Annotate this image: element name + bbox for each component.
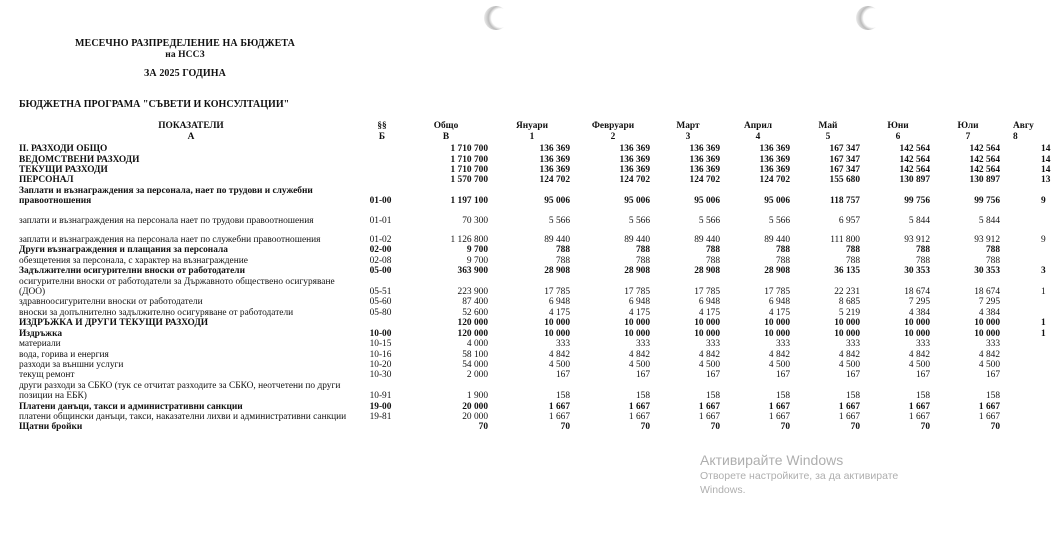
month-value: 167 347 bbox=[829, 154, 860, 165]
row-total: 9 700 bbox=[466, 245, 488, 256]
month-value: 10 000 bbox=[694, 328, 720, 339]
month-value: 17 785 bbox=[544, 287, 570, 298]
month-value: 136 369 bbox=[759, 144, 790, 155]
row-label: Платени данъци, такси и административни санкции bbox=[19, 401, 243, 412]
month-value: 136 369 bbox=[689, 154, 720, 165]
month-value: 1 667 bbox=[768, 401, 790, 412]
table-row bbox=[19, 256, 1059, 266]
table-row bbox=[19, 318, 1059, 328]
month-value: 10 000 bbox=[974, 328, 1000, 339]
month-value: 4 500 bbox=[978, 359, 1000, 370]
header-total: Общо В bbox=[433, 121, 459, 142]
header-code: §§ Б bbox=[377, 121, 387, 142]
row-code: 10-16 bbox=[369, 349, 392, 360]
table-row bbox=[19, 297, 1059, 307]
row-label: вноски за допълнително задължително осигуряване от работодатели bbox=[19, 307, 294, 318]
row-label: Издръжка bbox=[19, 328, 63, 339]
row-total: 120 000 bbox=[457, 318, 488, 329]
row-label: ПЕРСОНАЛ bbox=[19, 175, 74, 186]
month-value: 4 500 bbox=[698, 359, 720, 370]
row-code: 05-51 bbox=[369, 287, 392, 298]
month-value bbox=[1003, 256, 1059, 266]
row-code: 10-00 bbox=[369, 328, 392, 339]
month-value: 788 bbox=[985, 255, 1000, 266]
month-value: 155 680 bbox=[829, 175, 860, 186]
month-value: 3 bbox=[1041, 266, 1046, 277]
table-row bbox=[19, 308, 1059, 318]
month-value: 10 000 bbox=[974, 318, 1000, 329]
month-value: 158 bbox=[635, 391, 650, 402]
row-total: 2 000 bbox=[466, 370, 488, 381]
month-value: 118 757 bbox=[830, 196, 860, 207]
row-total: 20 000 bbox=[462, 401, 488, 412]
month-value: 4 500 bbox=[548, 359, 570, 370]
month-value: 99 756 bbox=[904, 196, 930, 207]
month-value: 788 bbox=[775, 255, 790, 266]
month-value: 70 bbox=[640, 422, 650, 433]
month-value: 1 bbox=[1041, 318, 1046, 329]
row-code: 19-00 bbox=[369, 401, 392, 412]
row-total: 363 900 bbox=[457, 266, 488, 277]
month-value: 30 353 bbox=[904, 266, 930, 277]
month-value: 7 295 bbox=[978, 297, 1000, 308]
month-value: 4 175 bbox=[628, 307, 650, 318]
document-subtitle: на НССЗ bbox=[165, 50, 205, 60]
row-total: 1 710 700 bbox=[450, 165, 488, 175]
month-value: 1 667 bbox=[548, 401, 570, 412]
table-row bbox=[19, 350, 1059, 360]
budget-program-title: БЮДЖЕТНА ПРОГРАМА "СЪВЕТИ И КОНСУЛТАЦИИ" bbox=[19, 99, 290, 110]
month-value: 5 844 bbox=[908, 215, 930, 226]
month-value: 167 347 bbox=[829, 165, 860, 175]
row-total: 1 710 700 bbox=[450, 144, 488, 155]
month-value: 142 564 bbox=[899, 144, 930, 155]
row-code: 01-00 bbox=[369, 196, 392, 207]
month-value: 136 369 bbox=[759, 154, 790, 165]
document-title: МЕСЕЧНО РАЗПРЕДЕЛЕНИЕ НА БЮДЖЕТА bbox=[75, 38, 295, 49]
table-row bbox=[19, 155, 1059, 165]
month-value: 788 bbox=[915, 255, 930, 266]
month-value: 158 bbox=[985, 391, 1000, 402]
month-value: 136 369 bbox=[689, 165, 720, 175]
month-value: 1 667 bbox=[628, 401, 650, 412]
month-value: 333 bbox=[775, 339, 790, 350]
month-value: 6 957 bbox=[838, 215, 860, 226]
row-label: вода, горива и енергия bbox=[19, 349, 109, 360]
month-value: 333 bbox=[845, 339, 860, 350]
month-value: 4 842 bbox=[628, 349, 650, 360]
row-label: заплати и възнаграждения на персонала нает по трудови правоотношения bbox=[19, 215, 314, 226]
month-value: 9 bbox=[1041, 196, 1046, 207]
table-row bbox=[19, 277, 1059, 298]
month-value: 4 842 bbox=[548, 349, 570, 360]
row-total: 70 300 bbox=[462, 215, 488, 226]
month-value: 111 800 bbox=[830, 235, 860, 246]
month-value: 70 bbox=[710, 422, 720, 433]
month-value: 788 bbox=[705, 255, 720, 266]
month-value: 788 bbox=[845, 255, 860, 266]
month-value: 89 440 bbox=[624, 235, 650, 246]
table-row bbox=[19, 339, 1059, 349]
month-value: 142 564 bbox=[899, 165, 930, 175]
row-label: Щатни бройки bbox=[19, 422, 83, 433]
month-value: 136 369 bbox=[539, 154, 570, 165]
month-value: 167 bbox=[985, 370, 1000, 381]
budget-table bbox=[19, 121, 1059, 433]
month-value: 10 000 bbox=[544, 318, 570, 329]
month-value: 89 440 bbox=[764, 235, 790, 246]
month-value: 6 948 bbox=[628, 297, 650, 308]
month-value: 130 897 bbox=[899, 175, 930, 186]
month-value: 788 bbox=[635, 255, 650, 266]
row-code: 01-01 bbox=[369, 215, 392, 226]
header-month: Авгу 8 bbox=[1013, 121, 1034, 142]
month-value: 167 bbox=[775, 370, 790, 381]
month-value: 10 000 bbox=[764, 318, 790, 329]
row-code: 05-80 bbox=[369, 307, 392, 318]
month-value: 4 842 bbox=[838, 349, 860, 360]
row-label: II. РАЗХОДИ ОБЩО bbox=[19, 144, 108, 155]
month-value: 10 000 bbox=[624, 328, 650, 339]
table-row bbox=[19, 329, 1059, 339]
row-label: разходи за външни услуги bbox=[19, 359, 124, 370]
month-value: 5 566 bbox=[768, 215, 790, 226]
month-value: 1 667 bbox=[548, 411, 570, 422]
month-value bbox=[1003, 350, 1059, 360]
row-label: Други възнаграждения и плащания за персонала bbox=[19, 245, 228, 256]
month-value: 136 369 bbox=[759, 165, 790, 175]
month-value: 95 006 bbox=[694, 196, 720, 207]
month-value: 7 295 bbox=[908, 297, 930, 308]
row-code bbox=[363, 318, 401, 328]
row-label: материали bbox=[19, 339, 61, 350]
month-value: 89 440 bbox=[694, 235, 720, 246]
month-value: 28 908 bbox=[764, 266, 790, 277]
header-month: Юли 7 bbox=[957, 121, 979, 142]
month-value: 4 500 bbox=[908, 359, 930, 370]
month-value bbox=[1003, 207, 1059, 226]
table-row bbox=[19, 144, 1059, 154]
month-value: 4 842 bbox=[768, 349, 790, 360]
month-value: 788 bbox=[985, 245, 1000, 256]
month-value: 14 bbox=[1041, 154, 1051, 165]
month-value: 1 bbox=[1041, 328, 1046, 339]
table-row bbox=[19, 165, 1059, 175]
row-code: 02-08 bbox=[369, 255, 392, 266]
month-value: 5 566 bbox=[628, 215, 650, 226]
month-value: 788 bbox=[775, 245, 790, 256]
month-value: 158 bbox=[845, 391, 860, 402]
month-value: 1 667 bbox=[838, 411, 860, 422]
row-code: 10-30 bbox=[369, 370, 392, 381]
month-value: 167 bbox=[705, 370, 720, 381]
month-value: 142 564 bbox=[969, 144, 1000, 155]
header-month: Февруари 2 bbox=[591, 121, 635, 142]
header-month: Януари 1 bbox=[515, 121, 549, 142]
row-code: 02-00 bbox=[369, 245, 392, 256]
month-value: 10 000 bbox=[834, 328, 860, 339]
month-value: 5 844 bbox=[978, 215, 1000, 226]
header-indicators: ПОКАЗАТЕЛИ А bbox=[158, 121, 224, 142]
month-value: 4 842 bbox=[978, 349, 1000, 360]
row-code bbox=[363, 422, 401, 432]
row-total: 1 570 700 bbox=[450, 175, 488, 186]
header-month: Май 5 bbox=[818, 121, 838, 142]
month-value: 17 785 bbox=[694, 287, 720, 298]
month-value: 28 908 bbox=[694, 266, 720, 277]
row-code bbox=[363, 165, 401, 175]
month-value: 14 bbox=[1041, 144, 1051, 155]
month-value: 4 175 bbox=[548, 307, 570, 318]
month-value: 89 440 bbox=[544, 235, 570, 246]
month-value: 1 667 bbox=[768, 411, 790, 422]
month-value: 124 702 bbox=[619, 175, 650, 186]
row-total: 87 400 bbox=[462, 297, 488, 308]
month-value: 167 347 bbox=[829, 144, 860, 155]
month-value: 1 667 bbox=[698, 401, 720, 412]
row-code: 10-20 bbox=[369, 359, 392, 370]
punch-hole-icon bbox=[856, 6, 880, 30]
month-value bbox=[1003, 402, 1059, 412]
month-value: 13 bbox=[1041, 175, 1051, 186]
row-total: 1 126 800 bbox=[450, 235, 488, 246]
row-label: ВЕДОМСТВЕНИ РАЗХОДИ bbox=[19, 154, 140, 165]
month-value: 333 bbox=[985, 339, 1000, 350]
month-value: 4 500 bbox=[838, 359, 860, 370]
month-value: 70 bbox=[990, 422, 1000, 433]
month-value: 158 bbox=[915, 391, 930, 402]
month-value: 333 bbox=[705, 339, 720, 350]
month-value: 70 bbox=[560, 422, 570, 433]
month-value: 10 000 bbox=[694, 318, 720, 329]
month-value bbox=[1003, 360, 1059, 370]
month-value: 1 667 bbox=[978, 411, 1000, 422]
row-code: 05-00 bbox=[369, 266, 392, 277]
month-value: 36 135 bbox=[834, 266, 860, 277]
month-value: 17 785 bbox=[624, 287, 650, 298]
month-value bbox=[1003, 412, 1059, 422]
row-label: здравноосигурителни вноски от работодатели bbox=[19, 297, 203, 308]
table-row bbox=[19, 266, 1059, 276]
month-value: 136 369 bbox=[689, 144, 720, 155]
month-value: 95 006 bbox=[624, 196, 650, 207]
month-value: 10 000 bbox=[834, 318, 860, 329]
row-total: 54 000 bbox=[462, 359, 488, 370]
month-value: 5 219 bbox=[838, 307, 860, 318]
month-value: 28 908 bbox=[544, 266, 570, 277]
month-value: 70 bbox=[780, 422, 790, 433]
month-value: 124 702 bbox=[759, 175, 790, 186]
row-label: обезщетения за персонала, с характер на възнаграждение bbox=[19, 255, 248, 266]
month-value: 14 bbox=[1041, 165, 1051, 175]
month-value: 167 bbox=[915, 370, 930, 381]
table-row bbox=[19, 422, 1059, 432]
month-value: 70 bbox=[850, 422, 860, 433]
month-value: 18 674 bbox=[974, 287, 1000, 298]
month-value: 4 842 bbox=[908, 349, 930, 360]
month-value: 788 bbox=[915, 245, 930, 256]
row-label: осигурителни вноски от работодатели за Държавното обществено осигуряване (ДОО) bbox=[19, 276, 335, 298]
row-code: 10-15 bbox=[369, 339, 392, 350]
row-label: платени общински данъци, такси, наказателни лихви и административни санкции bbox=[19, 411, 347, 422]
month-value: 158 bbox=[705, 391, 720, 402]
punch-hole-icon bbox=[484, 6, 508, 30]
row-code bbox=[363, 175, 401, 185]
month-value: 93 912 bbox=[904, 235, 930, 246]
row-code: 01-02 bbox=[369, 235, 392, 246]
month-value: 167 bbox=[555, 370, 570, 381]
row-label: заплати и възнаграждения на персонала нает по служебни правоотношения bbox=[19, 235, 321, 246]
month-value: 6 948 bbox=[698, 297, 720, 308]
month-value: 333 bbox=[555, 339, 570, 350]
table-row bbox=[19, 412, 1059, 422]
month-value: 136 369 bbox=[619, 165, 650, 175]
row-total: 58 100 bbox=[462, 349, 488, 360]
month-value: 5 566 bbox=[548, 215, 570, 226]
month-value: 788 bbox=[705, 245, 720, 256]
table-row bbox=[19, 245, 1059, 255]
month-value: 28 908 bbox=[624, 266, 650, 277]
row-code bbox=[363, 144, 401, 154]
month-value: 167 bbox=[845, 370, 860, 381]
table-row bbox=[19, 186, 1059, 207]
table-row bbox=[19, 207, 1059, 226]
month-value bbox=[1003, 339, 1059, 349]
header-month: Юни 6 bbox=[887, 121, 909, 142]
month-value: 9 bbox=[1041, 235, 1046, 246]
row-label: ИЗДРЪЖКА И ДРУГИ ТЕКУЩИ РАЗХОДИ bbox=[19, 318, 209, 329]
row-total: 20 000 bbox=[462, 411, 488, 422]
watermark-text: Windows. bbox=[700, 484, 746, 496]
watermark-title: Активирайте Windows bbox=[700, 452, 844, 468]
month-value: 10 000 bbox=[904, 328, 930, 339]
month-value: 136 369 bbox=[539, 165, 570, 175]
month-value: 4 175 bbox=[768, 307, 790, 318]
row-total: 1 900 bbox=[466, 391, 488, 402]
row-total: 1 197 100 bbox=[450, 196, 488, 207]
row-label: Заплати и възнаграждения за персонала, нает по трудови и служебни правоотношения bbox=[19, 185, 313, 207]
header-month: Април 4 bbox=[743, 121, 773, 142]
month-value: 136 369 bbox=[619, 144, 650, 155]
row-code: 19-81 bbox=[369, 411, 392, 422]
month-value bbox=[1003, 422, 1059, 432]
month-value: 788 bbox=[845, 245, 860, 256]
month-value: 30 353 bbox=[974, 266, 1000, 277]
header-month: Март 3 bbox=[676, 121, 700, 142]
table-row bbox=[19, 381, 1059, 402]
month-value: 8 685 bbox=[838, 297, 860, 308]
month-value: 1 667 bbox=[698, 411, 720, 422]
row-label: други разходи за СБКО (тук се отчитат разходите за СБКО, неотчетени по други позиции на ЕБК) bbox=[19, 380, 341, 402]
row-label: текущ ремонт bbox=[19, 370, 75, 381]
month-value: 136 369 bbox=[539, 144, 570, 155]
month-value: 4 175 bbox=[698, 307, 720, 318]
month-value: 130 897 bbox=[969, 175, 1000, 186]
row-total: 70 bbox=[478, 422, 488, 433]
month-value: 4 842 bbox=[698, 349, 720, 360]
month-value: 142 564 bbox=[969, 154, 1000, 165]
table-row bbox=[19, 370, 1059, 380]
month-value: 22 231 bbox=[834, 287, 860, 298]
month-value: 1 667 bbox=[908, 401, 930, 412]
month-value: 4 500 bbox=[628, 359, 650, 370]
month-value: 4 384 bbox=[978, 307, 1000, 318]
month-value: 167 bbox=[635, 370, 650, 381]
month-value: 4 384 bbox=[908, 307, 930, 318]
row-total: 52 600 bbox=[462, 307, 488, 318]
table-row bbox=[19, 175, 1059, 185]
month-value: 124 702 bbox=[539, 175, 570, 186]
table-row bbox=[19, 360, 1059, 370]
row-total: 1 710 700 bbox=[450, 154, 488, 165]
month-value: 10 000 bbox=[624, 318, 650, 329]
month-value: 136 369 bbox=[619, 154, 650, 165]
month-value: 788 bbox=[555, 255, 570, 266]
month-value: 95 006 bbox=[764, 196, 790, 207]
month-value: 10 000 bbox=[764, 328, 790, 339]
row-total: 9 700 bbox=[466, 255, 488, 266]
month-value: 93 912 bbox=[974, 235, 1000, 246]
month-value: 17 785 bbox=[764, 287, 790, 298]
month-value: 1 667 bbox=[628, 411, 650, 422]
month-value: 788 bbox=[555, 245, 570, 256]
month-value: 70 bbox=[920, 422, 930, 433]
month-value bbox=[1003, 370, 1059, 380]
month-value: 18 674 bbox=[904, 287, 930, 298]
month-value: 158 bbox=[555, 391, 570, 402]
month-value: 5 566 bbox=[698, 215, 720, 226]
month-value bbox=[1003, 308, 1059, 318]
month-value: 142 564 bbox=[969, 165, 1000, 175]
month-value: 1 667 bbox=[908, 411, 930, 422]
month-value: 6 948 bbox=[548, 297, 570, 308]
month-value bbox=[1003, 245, 1059, 255]
month-value: 333 bbox=[635, 339, 650, 350]
month-value: 6 948 bbox=[768, 297, 790, 308]
document-year: ЗА 2025 ГОДИНА bbox=[144, 68, 226, 79]
row-total: 4 000 bbox=[466, 339, 488, 350]
row-label: ТЕКУЩИ РАЗХОДИ bbox=[19, 165, 108, 175]
month-value bbox=[1003, 381, 1059, 402]
month-value: 95 006 bbox=[544, 196, 570, 207]
month-value: 142 564 bbox=[899, 154, 930, 165]
table-header-row bbox=[19, 121, 1059, 144]
row-code bbox=[363, 155, 401, 165]
month-value: 333 bbox=[915, 339, 930, 350]
month-value: 99 756 bbox=[974, 196, 1000, 207]
month-value: 788 bbox=[635, 245, 650, 256]
table-row bbox=[19, 226, 1059, 245]
row-code: 05-60 bbox=[369, 297, 392, 308]
watermark-text: Отворете настройките, за да активирате bbox=[700, 470, 899, 482]
table-row bbox=[19, 402, 1059, 412]
month-value: 124 702 bbox=[689, 175, 720, 186]
month-value: 1 667 bbox=[978, 401, 1000, 412]
month-value: 10 000 bbox=[904, 318, 930, 329]
month-value bbox=[1003, 297, 1059, 307]
month-value: 4 500 bbox=[768, 359, 790, 370]
row-code: 10-91 bbox=[369, 391, 392, 402]
month-value: 10 000 bbox=[544, 328, 570, 339]
month-value: 158 bbox=[775, 391, 790, 402]
month-value: 1 bbox=[1041, 287, 1046, 298]
month-value: 1 667 bbox=[838, 401, 860, 412]
row-label: Задължителни осигурителни вноски от работодатели bbox=[19, 266, 245, 277]
row-total: 120 000 bbox=[457, 328, 488, 339]
row-total: 223 900 bbox=[457, 287, 488, 298]
windows-activation-watermark bbox=[700, 452, 898, 496]
